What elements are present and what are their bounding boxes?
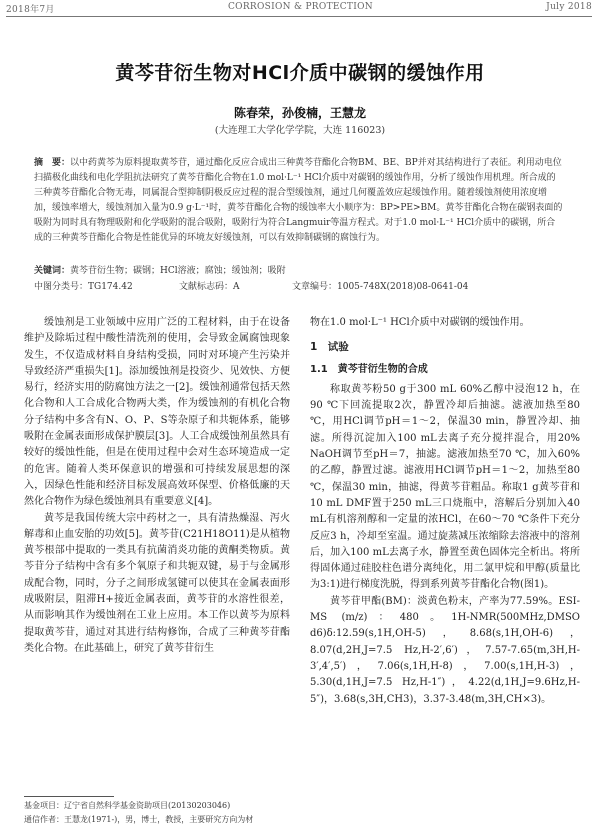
paragraph: 物在1.0 mol·L⁻¹ HCl介质中对碳钢的缓蚀作用。 <box>310 317 530 328</box>
keywords <box>34 264 564 279</box>
paper-title: 黄芩苷衍生物对HCl介质中碳钢的缓蚀作用 <box>115 62 485 84</box>
abstract-text: 以中药黄芩为原料提取黄芩苷，通过酯化反应合成出三种黄芩苷酯化合物BM、BE、BP并对其结构进行了表征。利用动电位扫描极化曲线和电化学阻抗法研究了黄芩苷酯化合物在1.0 mol·L⁻¹ HCl介质中对碳钢的缓蚀作用，分析了缓蚀作用机理。所合成的三种黄芩苷酯化合物无毒，同属混合型抑制阴极反应过程的混合型缓蚀剂，通过几何覆盖效应起缓蚀作用。随着缓蚀剂使用浓度增加，缓蚀率增大，缓蚀剂加入量为0.9 g·L⁻¹时，黄芩苷酯化合物的缓蚀率大小顺序为：BP>PE>BM。黄芩苷酯化合物在碳钢表面的吸附为同时具有物理吸附和化学吸附的混合吸附，吸附行为符合Langmuir等温方程式。对于1.0 mol·L⁻¹ HCl介质中的碳钢，所合成的三种黄芩苷酯化合物是性能优异的环境友好缓蚀剂，可以有效抑制碳钢的腐蚀行为。 <box>34 158 563 243</box>
author-list: 陈春荣，孙俊楠，王慧龙 <box>233 106 366 120</box>
article-number: 文章编号：1005-748X(2018)08-0641-04 <box>292 282 469 292</box>
abstract <box>34 156 564 246</box>
paragraph: 黄芩苷甲酯(BM)：淡黄色粉末，产率为77.59%。ESI-MS (m/z)：480。1H-NMR(500MHz,DMSO d6)δ:12.59(s,1H,OH-5)，8.68(s,1H,OH-6)，8.07(d,2H,J=7.5 Hz,H-2′,6′)，7.57-7.65(m,3H,H-3′,4′,5′)，7.06(s,1H,H-8)，7.00(s,1H,H-3)，5.30(d,1H,J=7.5 Hz,H-1″)，4.22(d,1H,J=9.6Hz,H-5″)，3.68(s,3H,CH3)，3.37-3.48(m,3H,CH×3)。 <box>310 595 580 705</box>
header-date-en: July 2018 <box>546 2 592 12</box>
paragraph: 黄芩是我国传统大宗中药材之一，具有清热燥湿、泻火解毒和止血安胎的功效[5]。黄芩苷(C21H18O11)是从植物黄芩根部中提取的一类具有抗菌消炎功能的黄酮类物质。黄芩苷分子结构中含有多个氧原子和共轭双键，易于与金属形成配合物，同时，分子之间形成氢键可以使其在金属表面形成吸附层，阻滞H+接近金属表面，黄芩苷的水溶性很差，从而影响其作为缓蚀剂在工业上应用。本工作以黄芩为原料提取黄芩苷，通过对其进行结构修饰，合成了三种黄芩苷酯类化合物。在此基础上，研究了黄芩苷衍生 <box>24 512 290 654</box>
subsection-heading: 1.1 黄芩苷衍生物的合成 <box>310 363 428 375</box>
header-divider <box>6 16 592 17</box>
doc-code: 文献标志码：A <box>179 282 240 292</box>
classification-line <box>34 279 564 292</box>
running-header <box>6 2 592 16</box>
body-left-column <box>24 315 290 657</box>
footnote-divider <box>24 796 114 797</box>
author-footnote: 通信作者：王慧龙(1971-)，男，博士，教授，主要研究方向为材 <box>24 815 254 824</box>
clc-number: 中图分类号：TG174.42 <box>34 282 133 292</box>
paragraph: 称取黄芩粉50 g于300 mL 60%乙醇中浸泡12 h，在90 ℃下回流提取2次，静置冷却后抽滤。滤液加热至80 ℃，用HCl调节pH＝1～2，保温30 min，静置冷却、抽滤。所得沉淀加入100 mL去离子充分搅拌混合，用20% NaOH调节至pH＝7，抽滤。滤液加热至70 ℃，加入60%的乙醇，静置过滤。滤液用HCl调节pH＝1～2，加热至80 ℃，保温30 min，抽滤，得黄芩苷粗品。称取1 g黄芩苷和10 mL DMF置于250 mL三口烧瓶中，溶解后分别加入40 mL有机溶剂醇和一定量的浓HCl，在60～70 ℃条件下充分反应3 h，冷却至室温。通过旋蒸减压浓缩除去溶液中的溶剂后，加入100 mL去离子水，静置至黄色固体完全析出。将所得固体通过硅胶柱色谱分离纯化，用二氯甲烷和甲醇(质量比为3:1)进行梯度洗脱，得到系列黄芩苷酯化合物(图1)。 <box>310 383 580 591</box>
body-right-column <box>310 315 580 708</box>
abstract-label: 摘 要： <box>34 158 71 168</box>
section-heading: 1 试验 <box>310 341 349 354</box>
funding-footnote: 基金项目：辽宁省自然科学基金资助项目(20130203046) <box>24 801 231 810</box>
affiliation: (大连理工大学化学学院，大连 116023) <box>214 125 386 136</box>
header-journal: CORROSION & PROTECTION <box>227 2 373 12</box>
keywords-text: 黄芩苷衍生物；碳钢；HCl溶液；腐蚀；缓蚀剂；吸附 <box>70 266 286 276</box>
paragraph: 缓蚀剂是工业领域中应用广泛的工程材料，由于在设备维护及除垢过程中酸性清洗剂的使用，会导致金属腐蚀现象发生，不仅造成材料自身结构受损，同时对环境产生污染并导致经济严重损失[1]。添加缓蚀剂是投资少、见效快、方便易行，经济实用的防腐蚀方法之一[2]。缓蚀剂通常包括天然化合物和人工合成化合物两大类，作为缓蚀剂的有机化合物分子结构中多含有N、O、P、S等杂原子和共轭体系，能够吸附在金属表面形成保护膜层[3]。人工合成缓蚀剂虽然具有较好的缓蚀性能，但是在使用过程中会对生态环境造成一定的危害。随着人类环保意识的增强和可持续发展思想的深入，因绿色性能和经济目标发展高效环保型、价格低廉的天然化合物作为绿色缓蚀剂具有重要意义[4]。 <box>24 317 290 508</box>
header-date: 2018年7月 <box>6 5 55 15</box>
keywords-label: 关键词： <box>34 266 71 276</box>
